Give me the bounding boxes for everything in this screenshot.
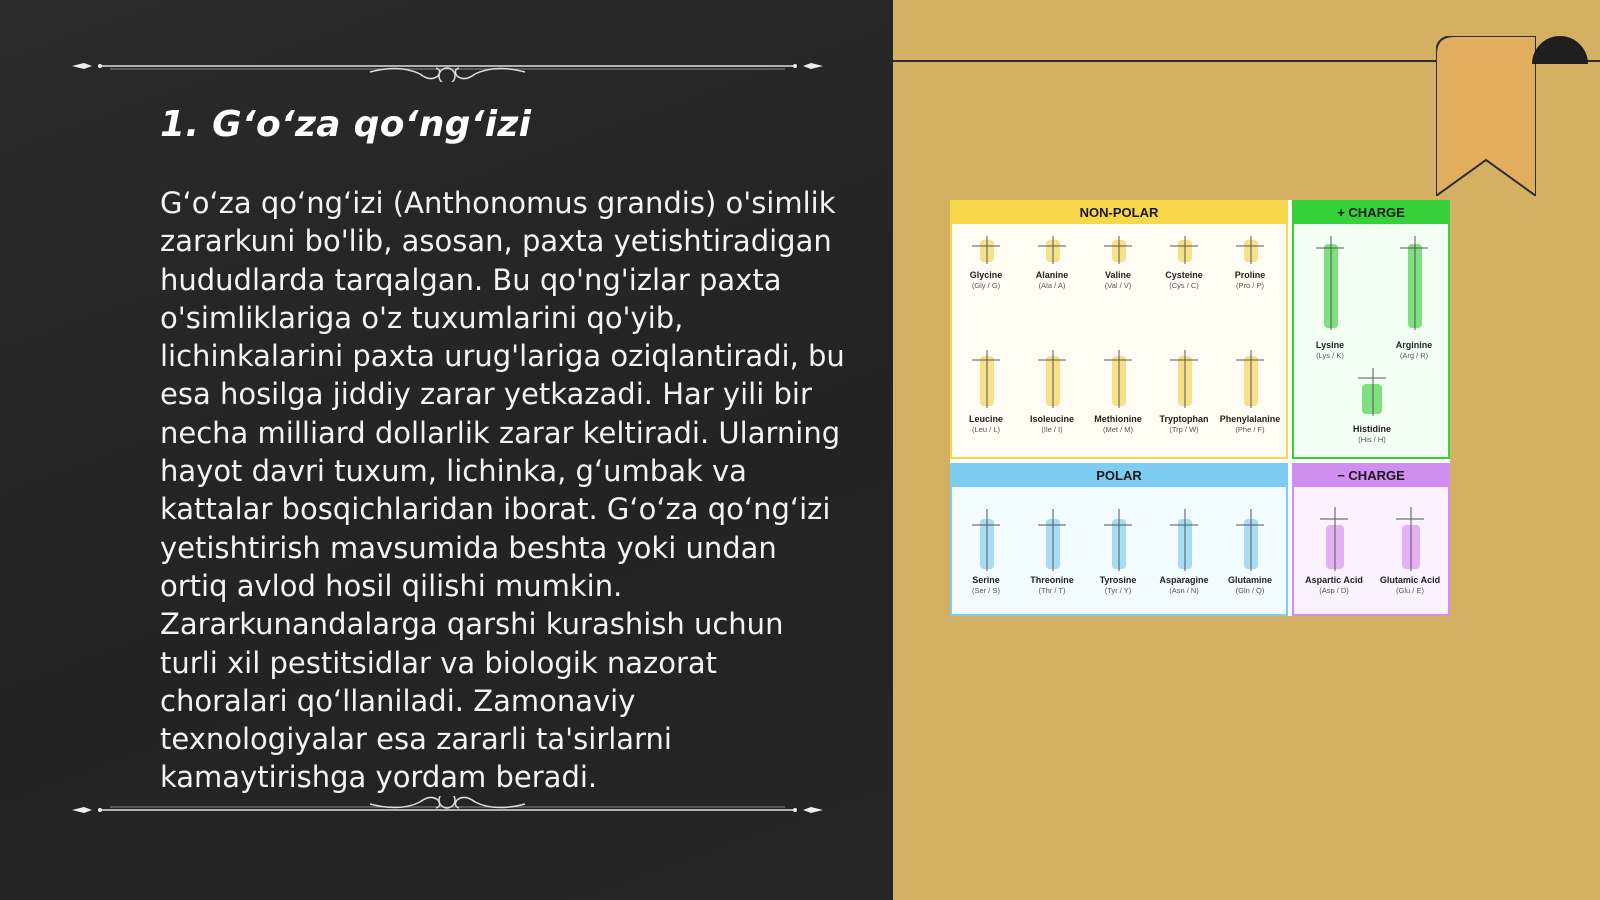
amino-acid — [1298, 230, 1362, 361]
amino-acid-name: Glycine — [969, 270, 1003, 280]
amino-acid — [1020, 230, 1084, 291]
amino-acid-code: (Glu / E) — [1396, 586, 1424, 595]
amino-acid — [954, 495, 1018, 596]
amino-acid — [1152, 495, 1216, 596]
amino-acid-code: (Val / V) — [1104, 281, 1132, 290]
amino-acid-name: Alanine — [1035, 270, 1069, 280]
amino-acid-name: Tryptophan — [1159, 414, 1209, 424]
amino-acid-name: Aspartic Acid — [1305, 575, 1363, 585]
amino-acid-name: Cysteine — [1165, 270, 1203, 280]
amino-acid-name: Arginine — [1395, 340, 1433, 350]
amino-acid — [1340, 364, 1404, 445]
polar-group — [950, 463, 1288, 616]
amino-acid-name: Glutamic Acid — [1379, 575, 1441, 585]
amino-acid-code: (Tyr / Y) — [1104, 586, 1132, 595]
amino-acid-code: (Thr / T) — [1038, 586, 1066, 595]
positive-charge-group — [1292, 200, 1450, 459]
amino-acid-name: Tyrosine — [1099, 575, 1137, 585]
amino-acid — [1218, 344, 1282, 435]
amino-acid — [1152, 230, 1216, 291]
amino-acid — [954, 344, 1018, 435]
amino-acid — [1218, 495, 1282, 596]
amino-acid-name: Methionine — [1094, 414, 1142, 424]
amino-acid-name: Leucine — [968, 414, 1003, 424]
amino-acid-code: (Met / M) — [1103, 425, 1133, 434]
amino-acid — [1086, 230, 1150, 291]
positive-charge-header: + CHARGE — [1294, 202, 1448, 224]
amino-acid-name: Asparagine — [1159, 575, 1209, 585]
amino-acid-name: Histidine — [1352, 424, 1391, 434]
amino-acid — [1020, 344, 1084, 435]
amino-acid-name: Valine — [1104, 270, 1131, 280]
amino-acid — [1382, 230, 1446, 361]
amino-acid-code: (Trp / W) — [1169, 425, 1199, 434]
amino-acid-code: (Ala / A) — [1038, 281, 1066, 290]
amino-acid — [1302, 495, 1366, 596]
amino-acid — [1086, 495, 1150, 596]
polar-header: POLAR — [952, 465, 1286, 487]
amino-acid-code: (Phe / F) — [1235, 425, 1265, 434]
amino-acid-code: (Gln / Q) — [1235, 586, 1265, 595]
amino-acid-code: (Ser / S) — [972, 586, 1000, 595]
amino-acid-code: (Leu / L) — [972, 425, 1000, 434]
negative-charge-group — [1292, 463, 1450, 616]
amino-acid — [1152, 344, 1216, 435]
amino-acid — [954, 230, 1018, 291]
amino-acid-name: Proline — [1234, 270, 1266, 280]
amino-acid-name: Lysine — [1315, 340, 1345, 350]
amino-acid-code: (Pro / P) — [1236, 281, 1264, 290]
amino-acid-code: (His / H) — [1358, 435, 1386, 444]
negative-charge-header: − CHARGE — [1294, 465, 1448, 487]
nonpolar-header: NON-POLAR — [952, 202, 1286, 224]
amino-acid — [1020, 495, 1084, 596]
bookmark-icon — [1436, 36, 1536, 196]
ornament-divider-bottom — [70, 796, 825, 826]
slide-body-text: G‘o‘za qo‘ng‘izi (Anthonomus grandis) o'simlik zararkuni bo'lib, asosan, paxta yetishtiradigan hududlarda tarqalgan. Bu qo'ng'izlar paxta o'simliklariga o'z tuxumlarini qo'yib, lichinkalarini paxta urug'lariga oziqlantiradi, bu esa hosilga jiddiy zarar yetkazadi. Har yili bir necha milliard dollarlik zarar keltiradi. Ularning hayot davri tuxum, lichinka, g‘umbak va kattalar bosqichlaridan iborat. G‘o‘za qo‘ng‘izi yetishtirish mavsumida beshta yoki undan ortiq avlod hosil qilishi mumkin. Zararkunandalarga qarshi kurashish uchun turli xil pestitsidlar va biologik nazorat choralari qo‘llaniladi. Zamonaviy texnologiyalar esa zararli ta'sirlarni kamaytirishga yordam beradi. — [160, 186, 845, 795]
amino-acid-code: (Lys / K) — [1316, 351, 1344, 360]
amino-acid-name: Serine — [972, 575, 1000, 585]
amino-acid-name: Glutamine — [1227, 575, 1272, 585]
amino-acid-code: (Ile / I) — [1041, 425, 1063, 434]
nonpolar-group — [950, 200, 1288, 459]
amino-acid-code: (Cys / C) — [1169, 281, 1199, 290]
amino-acid-name: Phenylalanine — [1219, 414, 1281, 424]
amino-acid — [1218, 230, 1282, 291]
amino-acid-code: (Arg / R) — [1399, 351, 1429, 360]
amino-acid-code: (Asn / N) — [1169, 586, 1199, 595]
ornament-divider-top — [70, 52, 825, 82]
slide-title: 1. G‘o‘za qo‘ng‘izi — [160, 104, 532, 145]
amino-acid-name: Threonine — [1030, 575, 1074, 585]
amino-acid-code: (Gly / G) — [971, 281, 1001, 290]
amino-acid — [1086, 344, 1150, 435]
amino-acid-chart-image — [950, 200, 1450, 616]
amino-acid-code: (Asp / D) — [1319, 586, 1349, 595]
amino-acid — [1378, 495, 1442, 596]
amino-acid-name: Isoleucine — [1029, 414, 1074, 424]
